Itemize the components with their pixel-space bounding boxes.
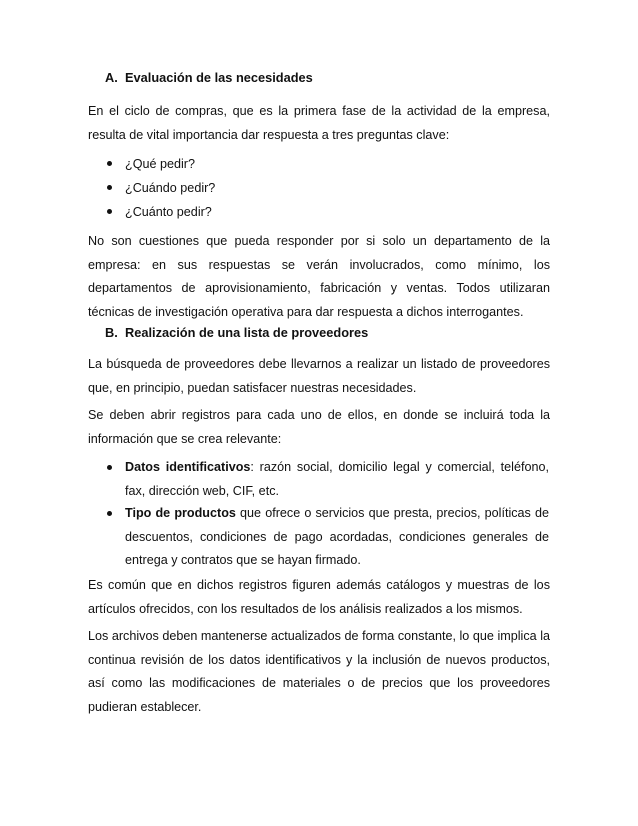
item-2-bold: Tipo de productos xyxy=(125,506,236,520)
section-b-paragraph-2: Se deben abrir registros para cada uno de ellos, en donde se incluirá toda la información que se crea relevante: xyxy=(88,408,550,446)
section-b-heading xyxy=(105,325,368,340)
section-b-paragraph-4: Los archivos deben mantenerse actualizados de forma constante, lo que implica la continua revisión de los datos identificativos y la inclusión de nuevos productos, así como las modificaciones de materiales o de precios que los proveedores pudieran establecer. xyxy=(88,629,550,714)
item-2-text: que ofrece o servicios que presta, precios, políticas de descuentos, condiciones de pago acordadas, condiciones generales de entrega y contratos que se hayan firmado. xyxy=(125,506,549,567)
bullet-icon xyxy=(107,465,112,470)
question-2: ¿Cuándo pedir? xyxy=(125,181,216,195)
bullet-icon xyxy=(107,185,112,190)
section-b-letter: B. xyxy=(105,325,118,340)
section-a-intro: En el ciclo de compras, que es la primera fase de la actividad de la empresa, resulta de vital importancia dar respuesta a tres preguntas clave: xyxy=(88,104,550,142)
list-item xyxy=(125,456,549,503)
section-b-paragraph-1: La búsqueda de proveedores debe llevarnos a realizar un listado de proveedores que, en principio, puedan satisfacer nuestras necesidades. xyxy=(88,357,550,395)
list-item xyxy=(125,502,549,573)
question-1: ¿Qué pedir? xyxy=(125,157,196,171)
question-3: ¿Cuánto pedir? xyxy=(125,205,212,219)
section-b-paragraph-3: Es común que en dichos registros figuren además catálogos y muestras de los artículos ofrecidos, con los resultados de los análisis realizados a los mismos. xyxy=(88,578,550,616)
item-1-text: : razón social, domicilio legal y comercial, teléfono, fax, dirección web, CIF, etc. xyxy=(125,460,549,498)
section-a-heading xyxy=(105,70,313,85)
section-a-letter: A. xyxy=(105,70,118,85)
section-a-closing: No son cuestiones que pueda responder por si solo un departamento de la empresa: en sus respuestas se verán involucrados, como mínimo, los departamentos de aprovisionamiento, fabricación y ventas. Todos utilizaran técnicas de investigación operativa para dar respuesta a dichos interrogantes. xyxy=(88,234,550,319)
section-a-title: Evaluación de las necesidades xyxy=(125,70,313,85)
bullet-icon xyxy=(107,209,112,214)
bullet-icon xyxy=(107,511,112,516)
section-b-title: Realización de una lista de proveedores xyxy=(125,325,369,340)
bullet-icon xyxy=(107,161,112,166)
item-1-bold: Datos identificativos xyxy=(125,460,251,474)
